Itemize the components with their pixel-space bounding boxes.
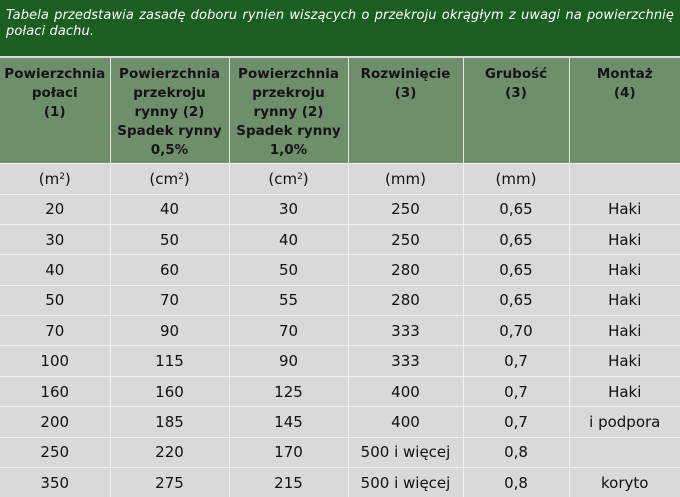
- table-cell: 90: [229, 346, 348, 376]
- table-cell: 250: [0, 437, 110, 467]
- table-cell: Haki: [569, 376, 680, 406]
- table-cell: 50: [229, 255, 348, 285]
- table-cell: koryto: [569, 468, 680, 497]
- column-header-line: rynny (2): [134, 104, 205, 120]
- column-header-line: przekroju: [252, 85, 325, 101]
- column-header-1: [0, 58, 110, 163]
- column-header-line: (3): [505, 85, 527, 101]
- table-cell: 0,7: [463, 376, 569, 406]
- unit-base: (m: [38, 169, 60, 188]
- table-cell: 70: [0, 316, 110, 346]
- unit-close: ): [302, 169, 309, 188]
- table-cell: 350: [0, 468, 110, 497]
- table-cell: 215: [229, 468, 348, 497]
- table-cell: 40: [0, 255, 110, 285]
- column-header-line: przekroju: [133, 85, 206, 101]
- table-cell: 115: [110, 346, 229, 376]
- table-cell: 333: [348, 316, 463, 346]
- table-row: [0, 407, 680, 437]
- table-cell: 30: [0, 224, 110, 254]
- table-row: [0, 224, 680, 254]
- table-cell: 100: [0, 346, 110, 376]
- table-cell: 500 i więcej: [348, 437, 463, 467]
- table-cell: 0,7: [463, 346, 569, 376]
- table-cell: Haki: [569, 346, 680, 376]
- table-cell: 0,65: [463, 194, 569, 224]
- table-cell: 275: [110, 468, 229, 497]
- column-header-line: Montaż: [596, 66, 653, 82]
- column-header-4: [348, 58, 463, 163]
- unit-exponent: 2: [297, 171, 303, 182]
- table-caption: [0, 0, 680, 56]
- table-cell: 30: [229, 194, 348, 224]
- table-cell: 0,8: [463, 437, 569, 467]
- table-cell: 200: [0, 407, 110, 437]
- table-cell: 280: [348, 285, 463, 315]
- table-cell: 145: [229, 407, 348, 437]
- table-row: [0, 437, 680, 467]
- unit-cell: [569, 163, 680, 194]
- column-header-line: (1): [43, 104, 66, 120]
- table-cell: i podpora: [569, 407, 680, 437]
- unit-cell: [229, 163, 348, 194]
- table-cell: 160: [0, 376, 110, 406]
- table-row: [0, 468, 680, 497]
- table-cell: 0,65: [463, 224, 569, 254]
- table-cell: Haki: [569, 316, 680, 346]
- column-header-line: Rozwinięcie: [360, 66, 451, 82]
- table-row: [0, 285, 680, 315]
- column-header-line: (4): [613, 85, 636, 101]
- table-cell: 333: [348, 346, 463, 376]
- table-cell: 0,7: [463, 407, 569, 437]
- unit-close: ): [183, 169, 190, 188]
- column-header-line: Powierzchnia: [4, 66, 106, 82]
- column-header-line: Powierzchnia: [238, 66, 339, 82]
- table-cell: 50: [110, 224, 229, 254]
- unit-base: (mm): [385, 169, 426, 188]
- unit-base: (cm: [149, 169, 179, 188]
- table-cell: 220: [110, 437, 229, 467]
- table-cell: 40: [229, 224, 348, 254]
- table-cell: 50: [0, 285, 110, 315]
- table-row: [0, 255, 680, 285]
- column-header-line: 1,0%: [269, 142, 308, 158]
- table-body: [0, 163, 680, 497]
- unit-cell: [110, 163, 229, 194]
- column-header-line: Spadek rynny: [236, 123, 341, 139]
- caption-line-1: Tabela przedstawia zasadę doboru rynien wiszących o przekroju okrągłym z uwagi na powierzchnię: [6, 8, 674, 23]
- table-cell: 400: [348, 376, 463, 406]
- table-cell: 0,65: [463, 255, 569, 285]
- table-cell: 185: [110, 407, 229, 437]
- table-cell: 400: [348, 407, 463, 437]
- column-header-line: 0,5%: [150, 142, 189, 158]
- table-cell: [569, 437, 680, 467]
- column-header-3: [229, 58, 348, 163]
- table-cell: 20: [0, 194, 110, 224]
- unit-exponent: 2: [178, 171, 184, 182]
- table-cell: 0,8: [463, 468, 569, 497]
- column-header-line: (3): [394, 85, 417, 101]
- table-cell: 250: [348, 194, 463, 224]
- table-cell: 0,70: [463, 316, 569, 346]
- table-cell: 170: [229, 437, 348, 467]
- table-cell: 70: [110, 285, 229, 315]
- column-header-5: [463, 58, 569, 163]
- table-cell: 250: [348, 224, 463, 254]
- caption-line-2: połaci dachu.: [6, 24, 95, 39]
- table-cell: 125: [229, 376, 348, 406]
- table-cell: Haki: [569, 285, 680, 315]
- table-cell: 0,65: [463, 285, 569, 315]
- table-cell: 160: [110, 376, 229, 406]
- column-header-line: Grubość: [484, 66, 548, 82]
- table-cell: 55: [229, 285, 348, 315]
- table-row: [0, 316, 680, 346]
- unit-base: (mm): [495, 169, 537, 188]
- unit-cell: [463, 163, 569, 194]
- unit-cell: [0, 163, 110, 194]
- unit-cell: [348, 163, 463, 194]
- table-cell: 280: [348, 255, 463, 285]
- unit-close: ): [64, 169, 71, 188]
- table-cell: 90: [110, 316, 229, 346]
- column-header-line: rynny (2): [253, 104, 324, 120]
- table-cell: Haki: [569, 224, 680, 254]
- column-header-2: [110, 58, 229, 163]
- table-cell: Haki: [569, 194, 680, 224]
- gutter-selection-table: [0, 58, 680, 497]
- table-cell: 500 i więcej: [348, 468, 463, 497]
- table-cell: 60: [110, 255, 229, 285]
- column-header-6: [569, 58, 680, 163]
- column-header-line: Spadek rynny: [117, 123, 222, 139]
- column-header-line: połaci: [31, 85, 78, 101]
- header-row: [0, 58, 680, 163]
- column-header-line: Powierzchnia: [119, 66, 220, 82]
- unit-base: (cm: [268, 169, 298, 188]
- table-row: [0, 346, 680, 376]
- table-header: [0, 58, 680, 163]
- table-row: [0, 194, 680, 224]
- units-row: [0, 163, 680, 194]
- table-cell: 40: [110, 194, 229, 224]
- table-cell: Haki: [569, 255, 680, 285]
- table-row: [0, 376, 680, 406]
- unit-exponent: 2: [59, 171, 65, 182]
- table-cell: 70: [229, 316, 348, 346]
